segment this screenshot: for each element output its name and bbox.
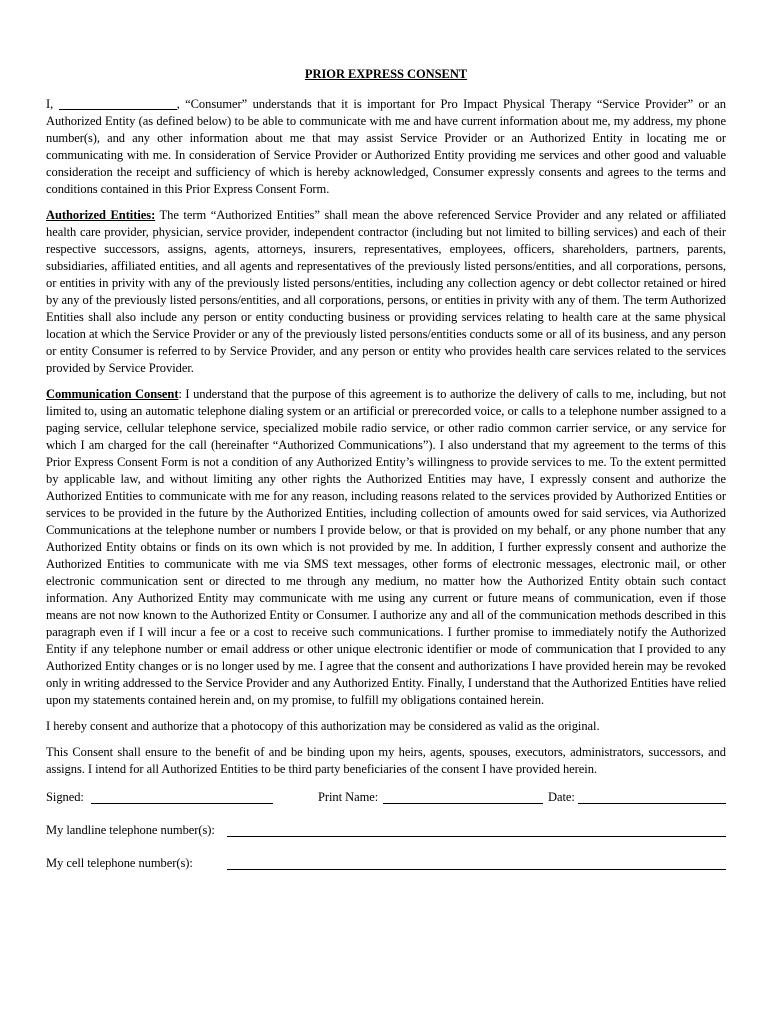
cell-line[interactable]: [227, 869, 726, 870]
intro-lead: I,: [46, 97, 54, 111]
print-name-line[interactable]: [383, 803, 543, 804]
authorized-entities-heading: Authorized Entities:: [46, 208, 156, 222]
intro-text: , “Consumer” understands that it is important for Pro Impact Physical Therapy “Service Provider” or an Authorized Entity (as defined below) to be able to communicate with me and have current information about me, my address, my phone number(s), and any other information about me that may assist Service Provider or an Authorized Entity in locating me or communicating with me. In consideration of Service Provider or Authorized Entity providing me services and other good and valuable consideration the receipt and sufficiency of which is hereby acknowledged, Consumer expressly consents and agrees to the terms and conditions contained in this Prior Express Consent Form.: [46, 97, 726, 196]
signature-row: [46, 789, 726, 809]
cell-label: My cell telephone number(s):: [46, 856, 193, 870]
signature-line[interactable]: [91, 803, 273, 804]
communication-consent-text: : I understand that the purpose of this agreement is to authorize the delivery of calls to me, including, but not limited to, using an automatic telephone dialing system or an artificial or prerecorded voice, or calls to a telephone number assigned to a paging service, cellular telephone service, specialized mobile radio service, or other radio common carrier service, or any service for which I am charged for the call (hereinafter “Authorized Communications”). I also understand that my agreement to the terms of this Prior Express Consent Form is not a condition of any Authorized Entity’s willingness to provide services to me. To the extent permitted by applicable law, and without limiting any other rights the Authorized Entities may have, I expressly consent and authorize the Authorized Entities to communicate with me for any reason, including reasons related to the services provided by Authorized Entities or services to be provided in the future by the Authorized Entities, including collection of amounts owed for said services, via Authorized Communications at the telephone number or numbers I provide below, or that is provided on my behalf, or any phone number that any Authorized Entity obtains or finds on its own which is not provided by me. In addition, I further expressly consent and authorize the Authorized Entities to communicate with me via SMS text messages, other forms of electronic messages, electronic mail, or other electronic communication sent or directed to me through any medium, no matter how the Authorized Entity obtain such contact information. Any Authorized Entity may communicate with me using any current or future means of communication, even if those means are not now known to the Authorized Entity or Consumer. I authorize any and all of the communication methods described in this paragraph even if I will incur a fee or a cost to receive such communications. I further promise to immediately notify the Authorized Entity if any telephone number or email address or other unique electronic identifier or mode of communication that I provided to any Authorized Entity changes or is no longer used by me. I agree that the consent and authorizations I have provided herein may be revoked only in writing addressed to the Service Provider and any Authorized Entity. Finally, I understand that the Authorized Entities have relied upon my statements contained herein and, on my promise, to fulfill my obligations contained herein.: [46, 387, 726, 707]
binding-paragraph: This Consent shall ensure to the benefit of and be binding upon my heirs, agents, spouses, executors, administrators, successors, and assigns. I intend for all Authorized Entities to be third party beneficiaries of the consent I have provided herein.: [46, 745, 726, 776]
print-name-label: Print Name:: [318, 790, 379, 804]
authorized-entities-paragraph: [46, 207, 726, 377]
date-label: Date:: [548, 790, 575, 804]
consent-form: [46, 66, 726, 875]
document-title: PRIOR EXPRESS CONSENT: [304, 67, 468, 81]
intro-paragraph: [46, 96, 726, 198]
authorized-entities-text: The term “Authorized Entities” shall mean the above referenced Service Provider and any related or affiliated health care provider, physician, service provider, independent contractor (including but not limited to billing services) and each of their respective successors, assigns, agents, attorneys, insurers, representatives, employees, officers, shareholders, partners, parents, subsidiaries, affiliated entities, and all agents and representatives of the previously listed persons/entities, and all corporations, persons, or entities in privity with any of the previously listed persons/entities, including any collection agency or debt collector retained or hired by any of the previously listed persons/entities, and all corporations, persons, or entities in privity with any of them. The term Authorized Entities shall also include any person or entity conducting business or providing services relating to health care at the same physical location at which the Service Provider or any of the previously listed persons/entities conducts some or all of its business, and any person or entity Consumer is referred to by Service Provider, and any person or entity who provides health care services related to the services provided by Service Provider.: [46, 208, 727, 375]
date-line[interactable]: [578, 803, 726, 804]
consumer-name-blank[interactable]: [59, 97, 177, 110]
photocopy-paragraph: I hereby consent and authorize that a photocopy of this authorization may be considered as valid as the original.: [46, 719, 600, 733]
landline-line[interactable]: [227, 836, 726, 837]
cell-row: [46, 855, 726, 875]
landline-label: My landline telephone number(s):: [46, 823, 215, 837]
landline-row: [46, 822, 726, 842]
communication-consent-paragraph: [46, 386, 726, 709]
communication-consent-heading: Communication Consent: [46, 387, 179, 401]
signed-label: Signed:: [46, 790, 84, 804]
